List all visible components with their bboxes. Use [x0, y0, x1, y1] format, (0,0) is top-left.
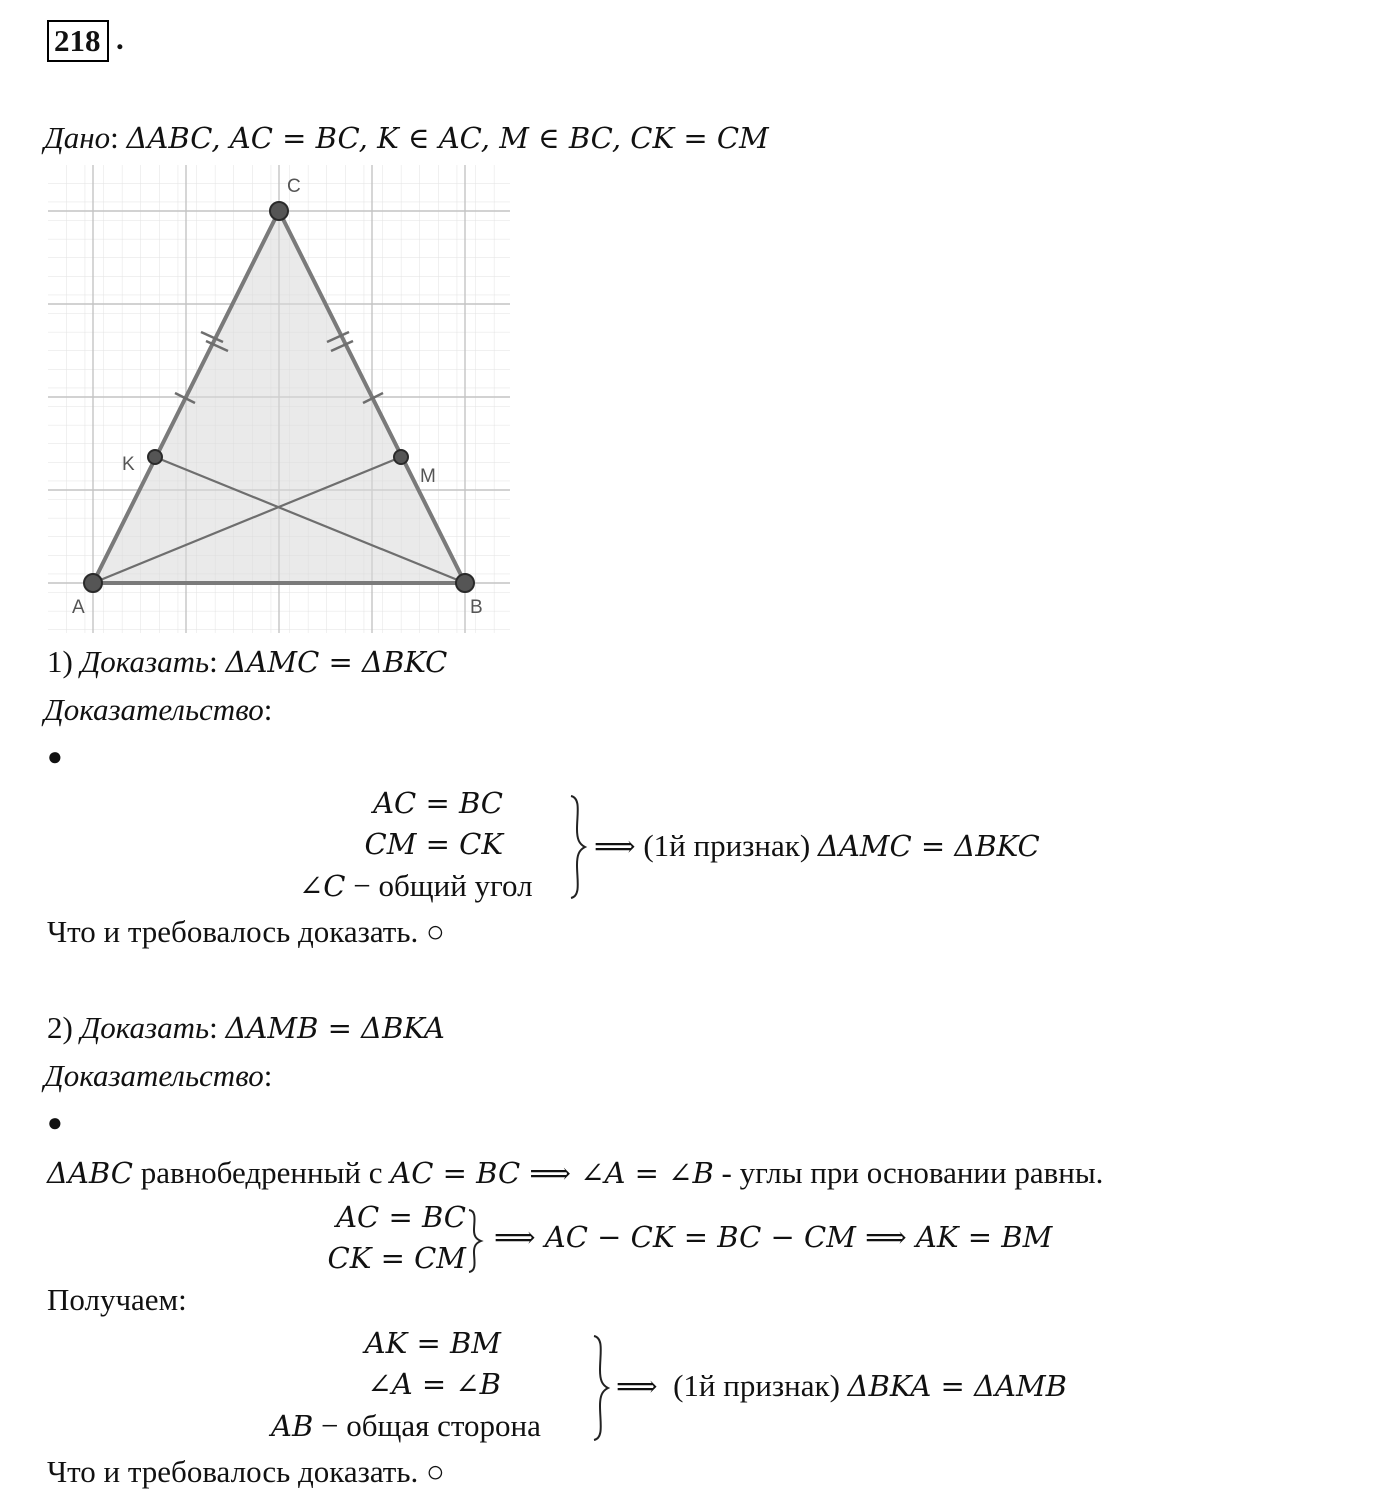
part2-bullet: ● [47, 1108, 63, 1137]
part1-brace [567, 794, 589, 900]
part1-proof-heading [44, 690, 272, 730]
part2-brace1 [466, 1208, 486, 1274]
part2-proof-label: Доказательство [44, 1058, 264, 1093]
given-colon: : [110, 120, 119, 155]
part2-num: 2) [47, 1010, 73, 1045]
label-k: K [122, 454, 135, 475]
label-b: B [470, 597, 483, 618]
problem-number: 218 [47, 20, 109, 62]
part1-system [260, 783, 505, 865]
triangle-figure [48, 165, 510, 633]
part1-num: 1) [47, 644, 73, 679]
part2-proof-colon: : [263, 1058, 273, 1093]
part2-sys2-line1: AK = BM [364, 1326, 501, 1360]
part2-proof-heading [44, 1056, 272, 1096]
part1-proof-colon: : [263, 692, 273, 727]
point-c [270, 202, 288, 220]
part1-conclusion [594, 826, 1040, 866]
label-c: C [287, 176, 301, 197]
part1-prove-label: Доказать [80, 644, 210, 679]
label-m: M [420, 466, 436, 487]
part2-sys2-line3 [271, 1405, 541, 1452]
part2-implies: ⟹ [616, 1369, 658, 1403]
part1-sys-line2: CM = CK [364, 827, 503, 861]
part1-criterion: (1й признак) [635, 828, 818, 863]
part2-sys1-result: ⟹ AC − CK = BC − CM ⟹ AK = BM [494, 1220, 1053, 1254]
part2-system1 [300, 1197, 466, 1279]
part2-prove-line [47, 1008, 445, 1048]
problem-number-dot: . [116, 21, 124, 56]
point-b [456, 574, 474, 592]
part1-colon: : [209, 644, 218, 679]
part2-sys2-line3-text: − общая сторона [313, 1408, 541, 1443]
part1-prove-stmt: ΔAMC = ΔBKC [225, 645, 448, 679]
part2-prove-stmt: ΔAMB = ΔBKA [225, 1011, 445, 1045]
part2-conclusion [616, 1366, 1067, 1406]
part1-qed: Что и требовалось доказать. ○ [47, 914, 445, 949]
part2-isosceles-line [47, 1153, 1103, 1193]
part2-qed: Что и требовалось доказать. ○ [47, 1454, 445, 1489]
part1-result: ΔAMC = ΔBKC [817, 829, 1040, 863]
part2-brace2 [590, 1334, 612, 1442]
given-statement: ΔABC, AC = BC, K ∈ AC, M ∈ BC, CK = CM [126, 121, 769, 155]
given-line [44, 118, 769, 158]
part1-sys-line3 [299, 865, 533, 912]
point-a [84, 574, 102, 592]
part2-colon: : [209, 1010, 218, 1045]
part1-implies: ⟹ [594, 829, 636, 863]
given-label: Дано [44, 120, 111, 155]
point-k [148, 450, 162, 464]
point-m [394, 450, 408, 464]
part2-iso-math2: AC = BC ⟹ ∠A = ∠B [390, 1156, 714, 1190]
part2-iso-math1: ΔABC [47, 1156, 133, 1190]
part2-get: Получаем: [47, 1282, 187, 1317]
part2-result: ΔBKA = ΔAMB [847, 1369, 1067, 1403]
part2-sys1-line1: AC = BC [336, 1200, 466, 1234]
label-a: A [72, 597, 85, 618]
part1-sys-line3-text: − общий угол [345, 868, 533, 903]
part2-sys1-line2: CK = CM [327, 1241, 466, 1275]
part2-system2 [260, 1323, 505, 1405]
part1-sys-line3-math: ∠C [299, 869, 346, 903]
part2-prove-label: Доказать [80, 1010, 210, 1045]
part2-iso-text2: - углы при основании равны. [713, 1155, 1104, 1190]
part2-sys1-result-line [494, 1217, 1052, 1257]
part1-prove-line [47, 642, 447, 682]
part2-criterion: (1й признак) [657, 1368, 848, 1403]
part1-sys-line1: AC = BC [373, 786, 503, 820]
part2-iso-text1: равнобедренный с [132, 1155, 391, 1190]
part1-proof-label: Доказательство [44, 692, 264, 727]
part2-sys2-line3-math: AB [271, 1409, 314, 1443]
part1-bullet: ● [47, 742, 63, 771]
part2-sys2-line2: ∠A = ∠B [367, 1367, 501, 1401]
